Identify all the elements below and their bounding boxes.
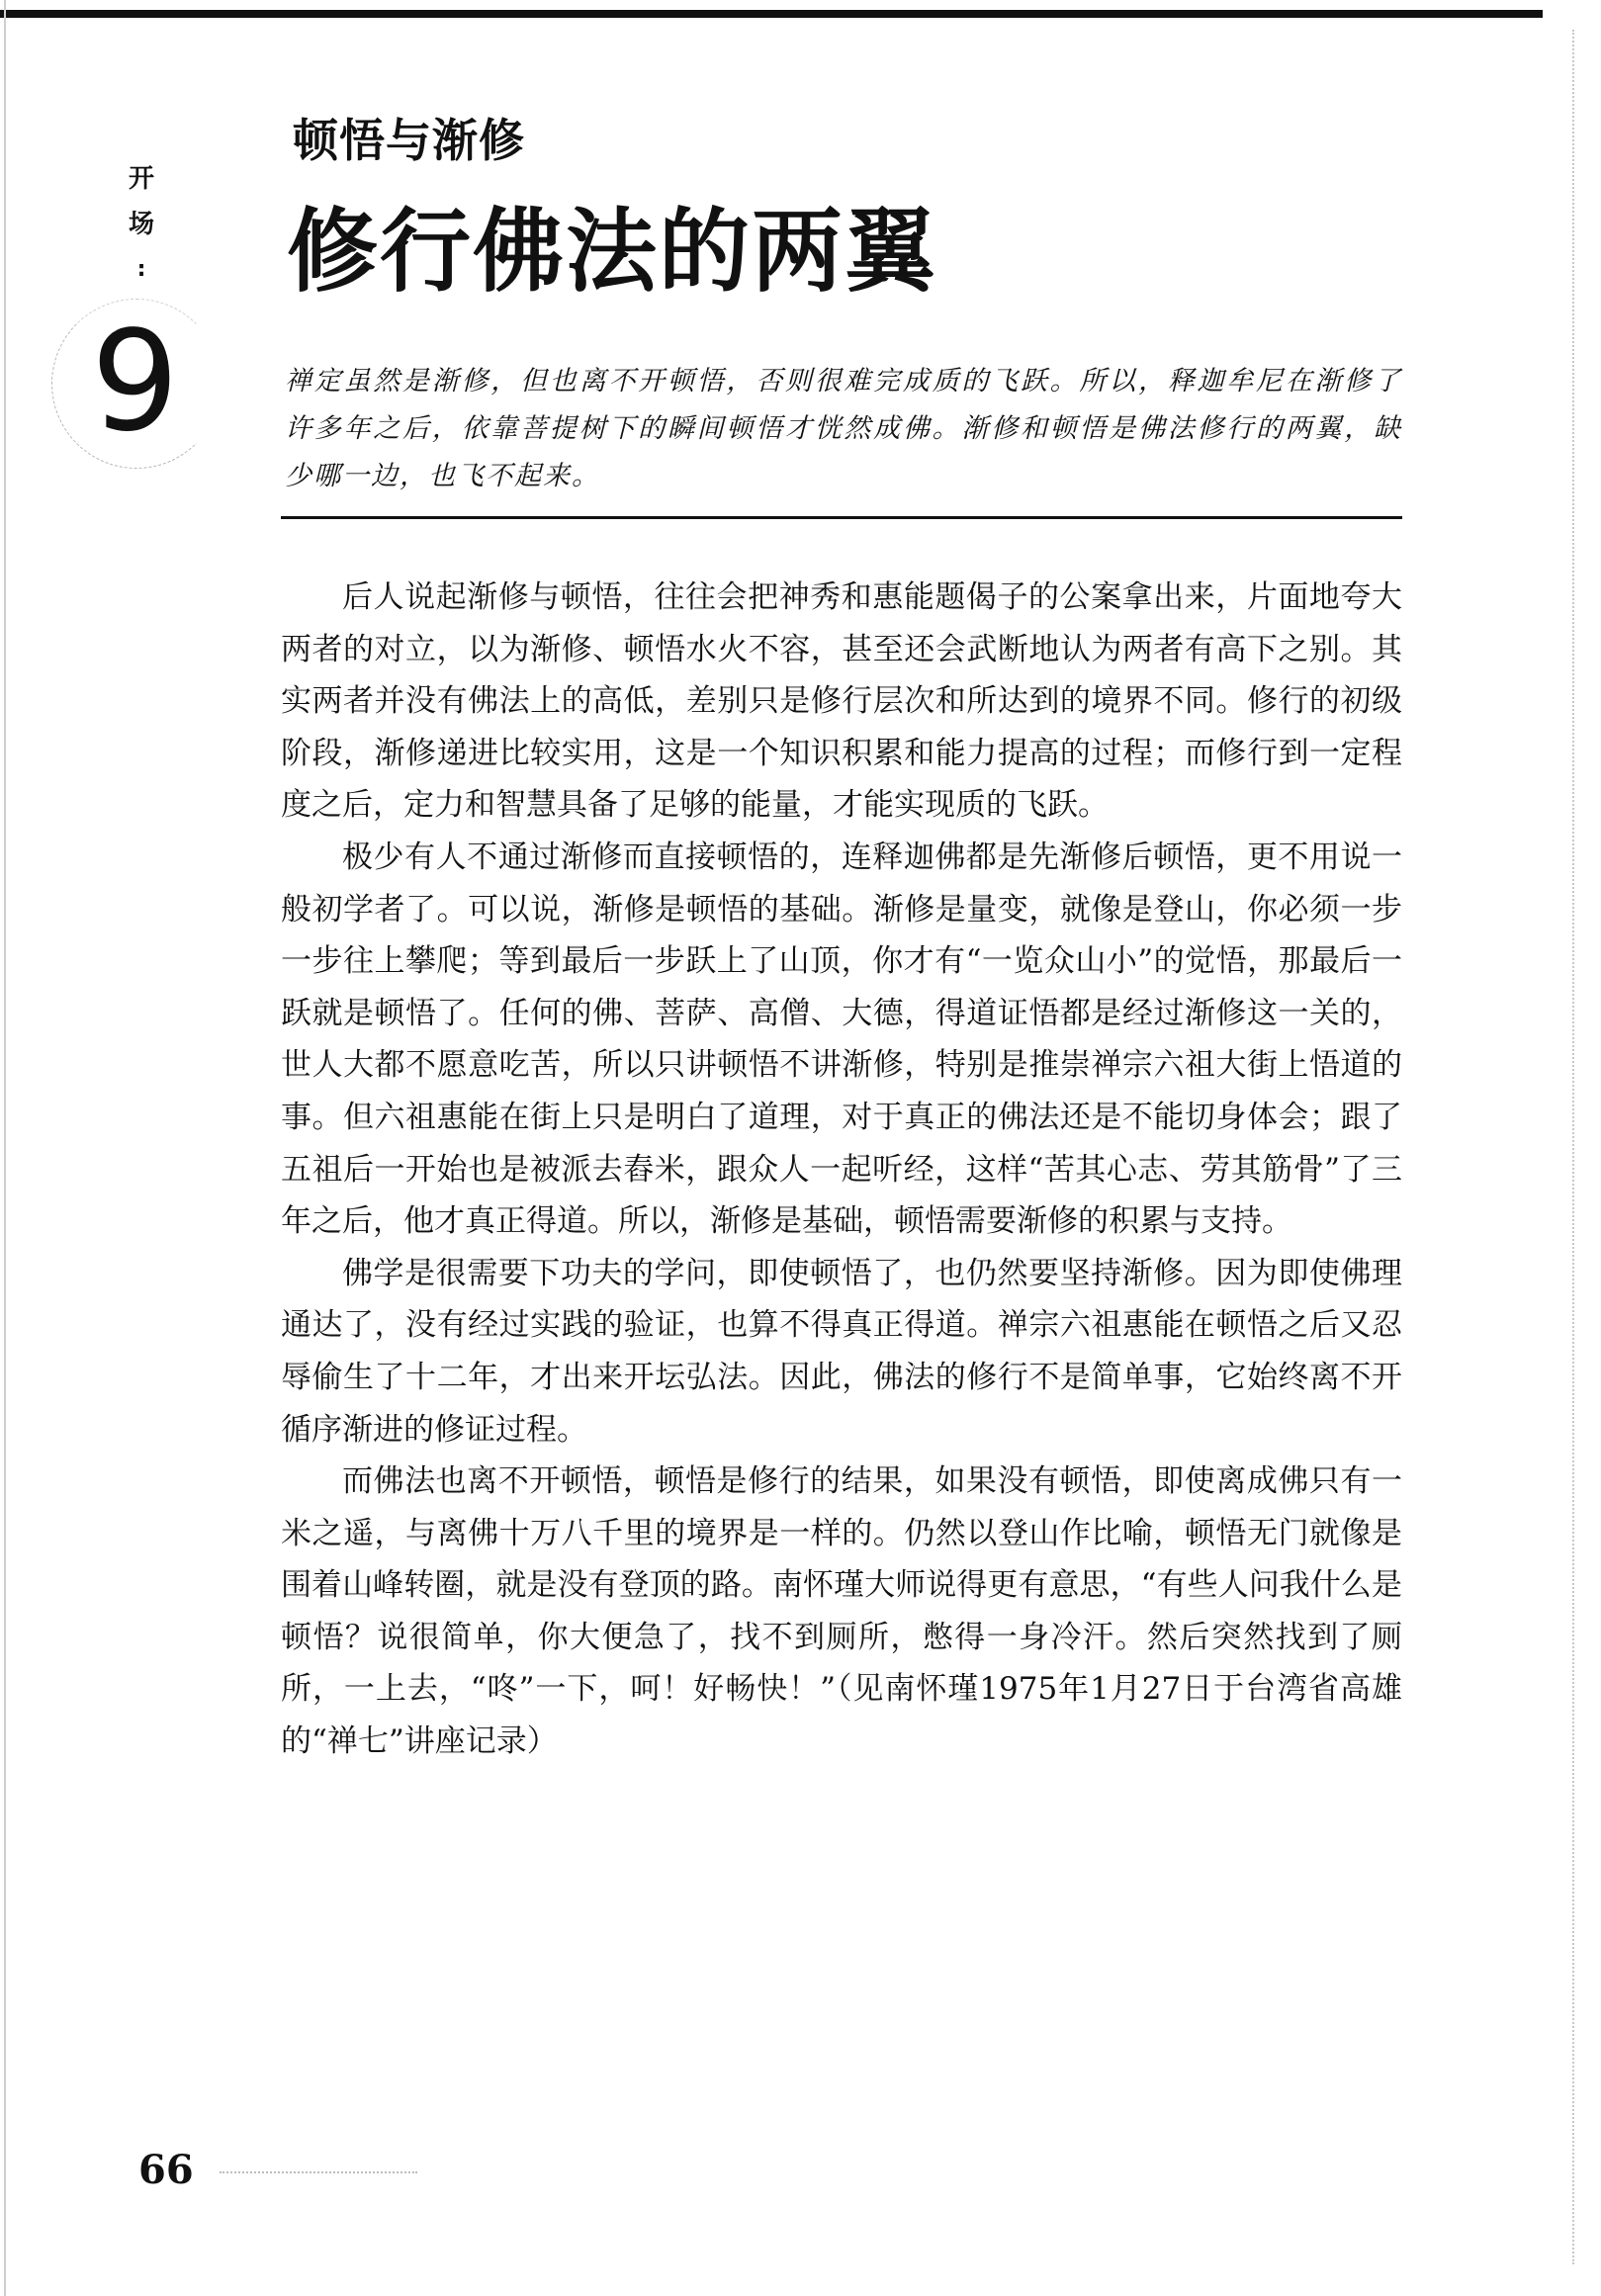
chapter-label <box>127 156 156 293</box>
footer-dotted-line <box>220 2171 417 2175</box>
body-paragraph: 而佛法也离不开顿悟，顿悟是修行的结果，如果没有顿悟，即使离成佛只有一米之遥，与离佛十万八千里的境界是一样的。仍然以登山作比喻，顿悟无门就像是围着山峰转圈，就是没有登顶的路。南怀瑾大师说得更有意思，“有些人问我什么是顿悟？说很简单，你大便急了，找不到厕所，憋得一身冷汗。然后突然找到了厕所，一上去，“咚”一下，呵！好畅快！”（见南怀瑾1975年1月27日于台湾省高雄的“禅七”讲座记录） <box>281 1463 1402 1760</box>
section-subtitle: 顿悟与渐修 <box>293 114 525 167</box>
left-margin-line <box>4 0 6 2296</box>
page-number: 66 <box>138 2147 194 2193</box>
top-rule <box>0 10 1543 18</box>
body-paragraph: 极少有人不通过渐修而直接顿悟的，连释迦佛都是先渐修后顿悟，更不用说一般初学者了。可以说，渐修是顿悟的基础。渐修是量变，就像是登山，你必须一步一步往上攀爬；等到最后一步跃上了山顶，你才有“一览众山小”的觉悟，那最后一跃就是顿悟了。任何的佛、菩萨、高僧、大德，得道证悟都是经过渐修这一关的，世人大都不愿意吃苦，所以只讲顿悟不讲渐修，特别是推崇禅宗六祖大街上悟道的事。但六祖惠能在街上只是明白了道理，对于真正的佛法还是不能切身体会；跟了五祖后一开始也是被派去舂米，跟众人一起听经，这样“苦其心志、劳其筋骨”了三年之后，他才真正得道。所以，渐修是基础，顿悟需要渐修的积累与支持。 <box>281 839 1402 1240</box>
chapter-label-char-1: 开 <box>128 164 154 194</box>
intro-summary: 禅定虽然是渐修，但也离不开顿悟，否则很难完成质的飞跃。所以，释迦牟尼在渐修了许多年之后，依靠菩提树下的瞬间顿悟才恍然成佛。渐修和顿悟是佛法修行的两翼，缺少哪一边，也飞不起来。 <box>285 366 1402 491</box>
body-paragraph: 佛学是很需要下功夫的学问，即使顿悟了，也仍然要坚持渐修。因为即使佛理通达了，没有经过实践的验证，也算不得真正得道。禅宗六祖惠能在顿悟之后又忍辱偷生了十二年，才出来开坛弘法。因此，佛法的修行不是简单事，它始终离不开循序渐进的修证过程。 <box>281 1255 1402 1448</box>
body-paragraph: 后人说起渐修与顿悟，往往会把神秀和惠能题偈子的公案拿出来，片面地夸大两者的对立，以为渐修、顿悟水火不容，甚至还会武断地认为两者有高下之别。其实两者并没有佛法上的高低，差别只是修行层次和所达到的境界不同。修行的初级阶段，渐修递进比较实用，这是一个知识积累和能力提高的过程；而修行到一定程度之后，定力和智慧具备了足够的能量，才能实现质的飞跃。 <box>281 579 1402 824</box>
chapter-label-colon: : <box>136 257 146 282</box>
section-title: 修行佛法的两翼 <box>287 199 938 305</box>
chapter-number: 9 <box>91 302 180 463</box>
right-margin-line <box>1572 30 1576 2264</box>
chapter-label-char-2: 场 <box>128 210 154 239</box>
intro-divider <box>281 516 1402 519</box>
body-text <box>281 572 1402 1768</box>
